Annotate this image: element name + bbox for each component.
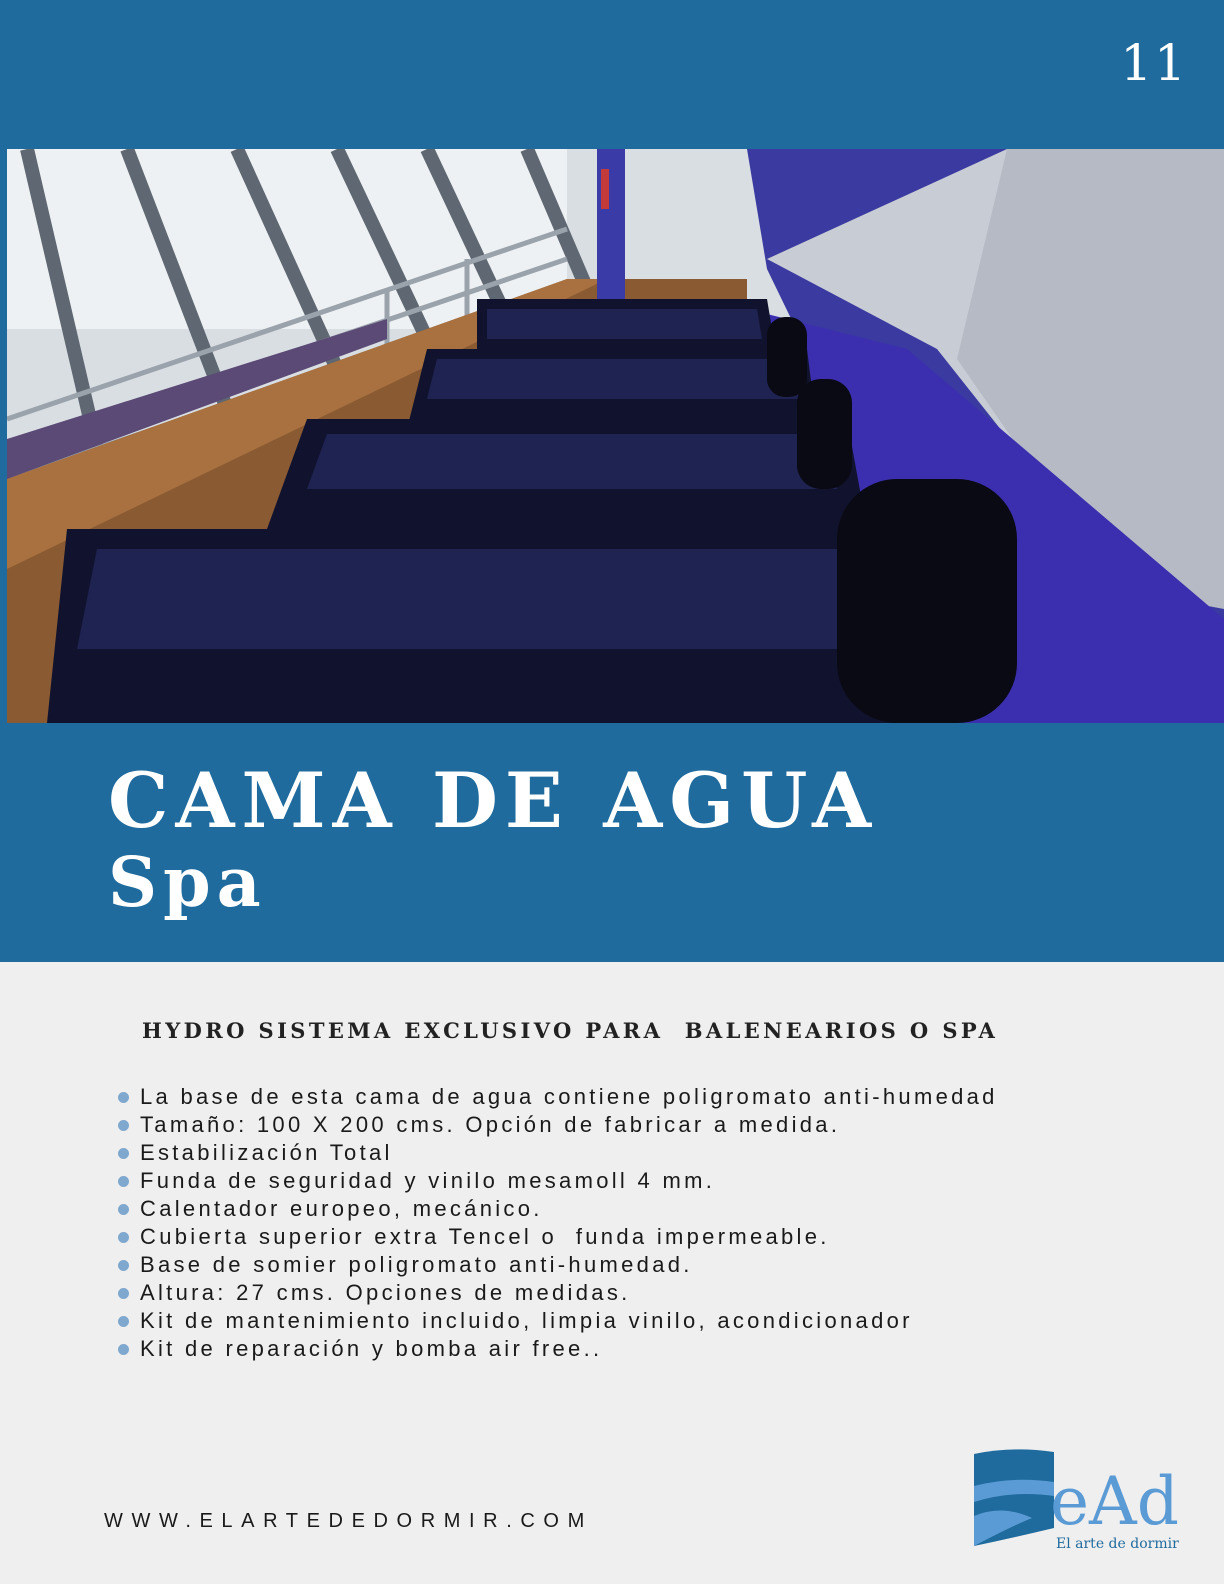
feature-text: Tamaño: 100 X 200 cms. Opción de fabricar a medida. bbox=[140, 1112, 841, 1137]
list-item bbox=[118, 1167, 998, 1195]
feature-text: Altura: 27 cms. Opciones de medidas. bbox=[140, 1280, 631, 1305]
list-item bbox=[118, 1307, 998, 1335]
feature-text: Calentador europeo, mecánico. bbox=[140, 1196, 543, 1221]
list-item bbox=[118, 1139, 998, 1167]
hero-photo bbox=[7, 149, 1224, 723]
list-item bbox=[118, 1223, 998, 1251]
feature-text: Cubierta superior extra Tencel o funda impermeable. bbox=[140, 1224, 830, 1249]
svg-text:eAd: eAd bbox=[1050, 1463, 1179, 1540]
bullet-icon bbox=[118, 1176, 129, 1187]
spa-waterbeds-photo-icon bbox=[7, 149, 1224, 723]
bullet-icon bbox=[118, 1316, 129, 1327]
brand-logo bbox=[972, 1446, 1190, 1554]
page-subtitle: Spa bbox=[108, 843, 267, 923]
list-item bbox=[118, 1083, 998, 1111]
feature-text: Kit de reparación y bomba air free.. bbox=[140, 1336, 603, 1361]
list-item bbox=[118, 1111, 998, 1139]
feature-list bbox=[118, 1083, 998, 1363]
feature-text: Estabilización Total bbox=[140, 1140, 393, 1165]
bullet-icon bbox=[118, 1092, 129, 1103]
section-heading: HYDRO SISTEMA EXCLUSIVO PARA BALENEARIOS O SPA bbox=[142, 1018, 999, 1043]
ead-logo-icon bbox=[972, 1446, 1190, 1554]
feature-text: La base de esta cama de agua contiene poligromato anti-humedad bbox=[140, 1084, 998, 1109]
bullet-icon bbox=[118, 1260, 129, 1271]
feature-text: Base de somier poligromato anti-humedad. bbox=[140, 1252, 693, 1277]
website-link[interactable]: WWW.ELARTEDEDORMIR.COM bbox=[104, 1510, 593, 1532]
bullet-icon bbox=[118, 1344, 129, 1355]
title-block bbox=[108, 758, 878, 922]
list-item bbox=[118, 1279, 998, 1307]
feature-text: Kit de mantenimiento incluido, limpia vinilo, acondicionador bbox=[140, 1308, 913, 1333]
bullet-icon bbox=[118, 1232, 129, 1243]
bullet-icon bbox=[118, 1120, 129, 1131]
page-number: 11 bbox=[1120, 34, 1188, 92]
bullet-icon bbox=[118, 1148, 129, 1159]
list-item bbox=[118, 1335, 998, 1363]
bullet-icon bbox=[118, 1288, 129, 1299]
feature-text: Funda de seguridad y vinilo mesamoll 4 mm. bbox=[140, 1168, 716, 1193]
svg-text:El arte de dormir: El arte de dormir bbox=[1056, 1536, 1179, 1552]
page-title: CAMA DE AGUA bbox=[108, 756, 879, 845]
list-item bbox=[118, 1195, 998, 1223]
bullet-icon bbox=[118, 1204, 129, 1215]
list-item bbox=[118, 1251, 998, 1279]
